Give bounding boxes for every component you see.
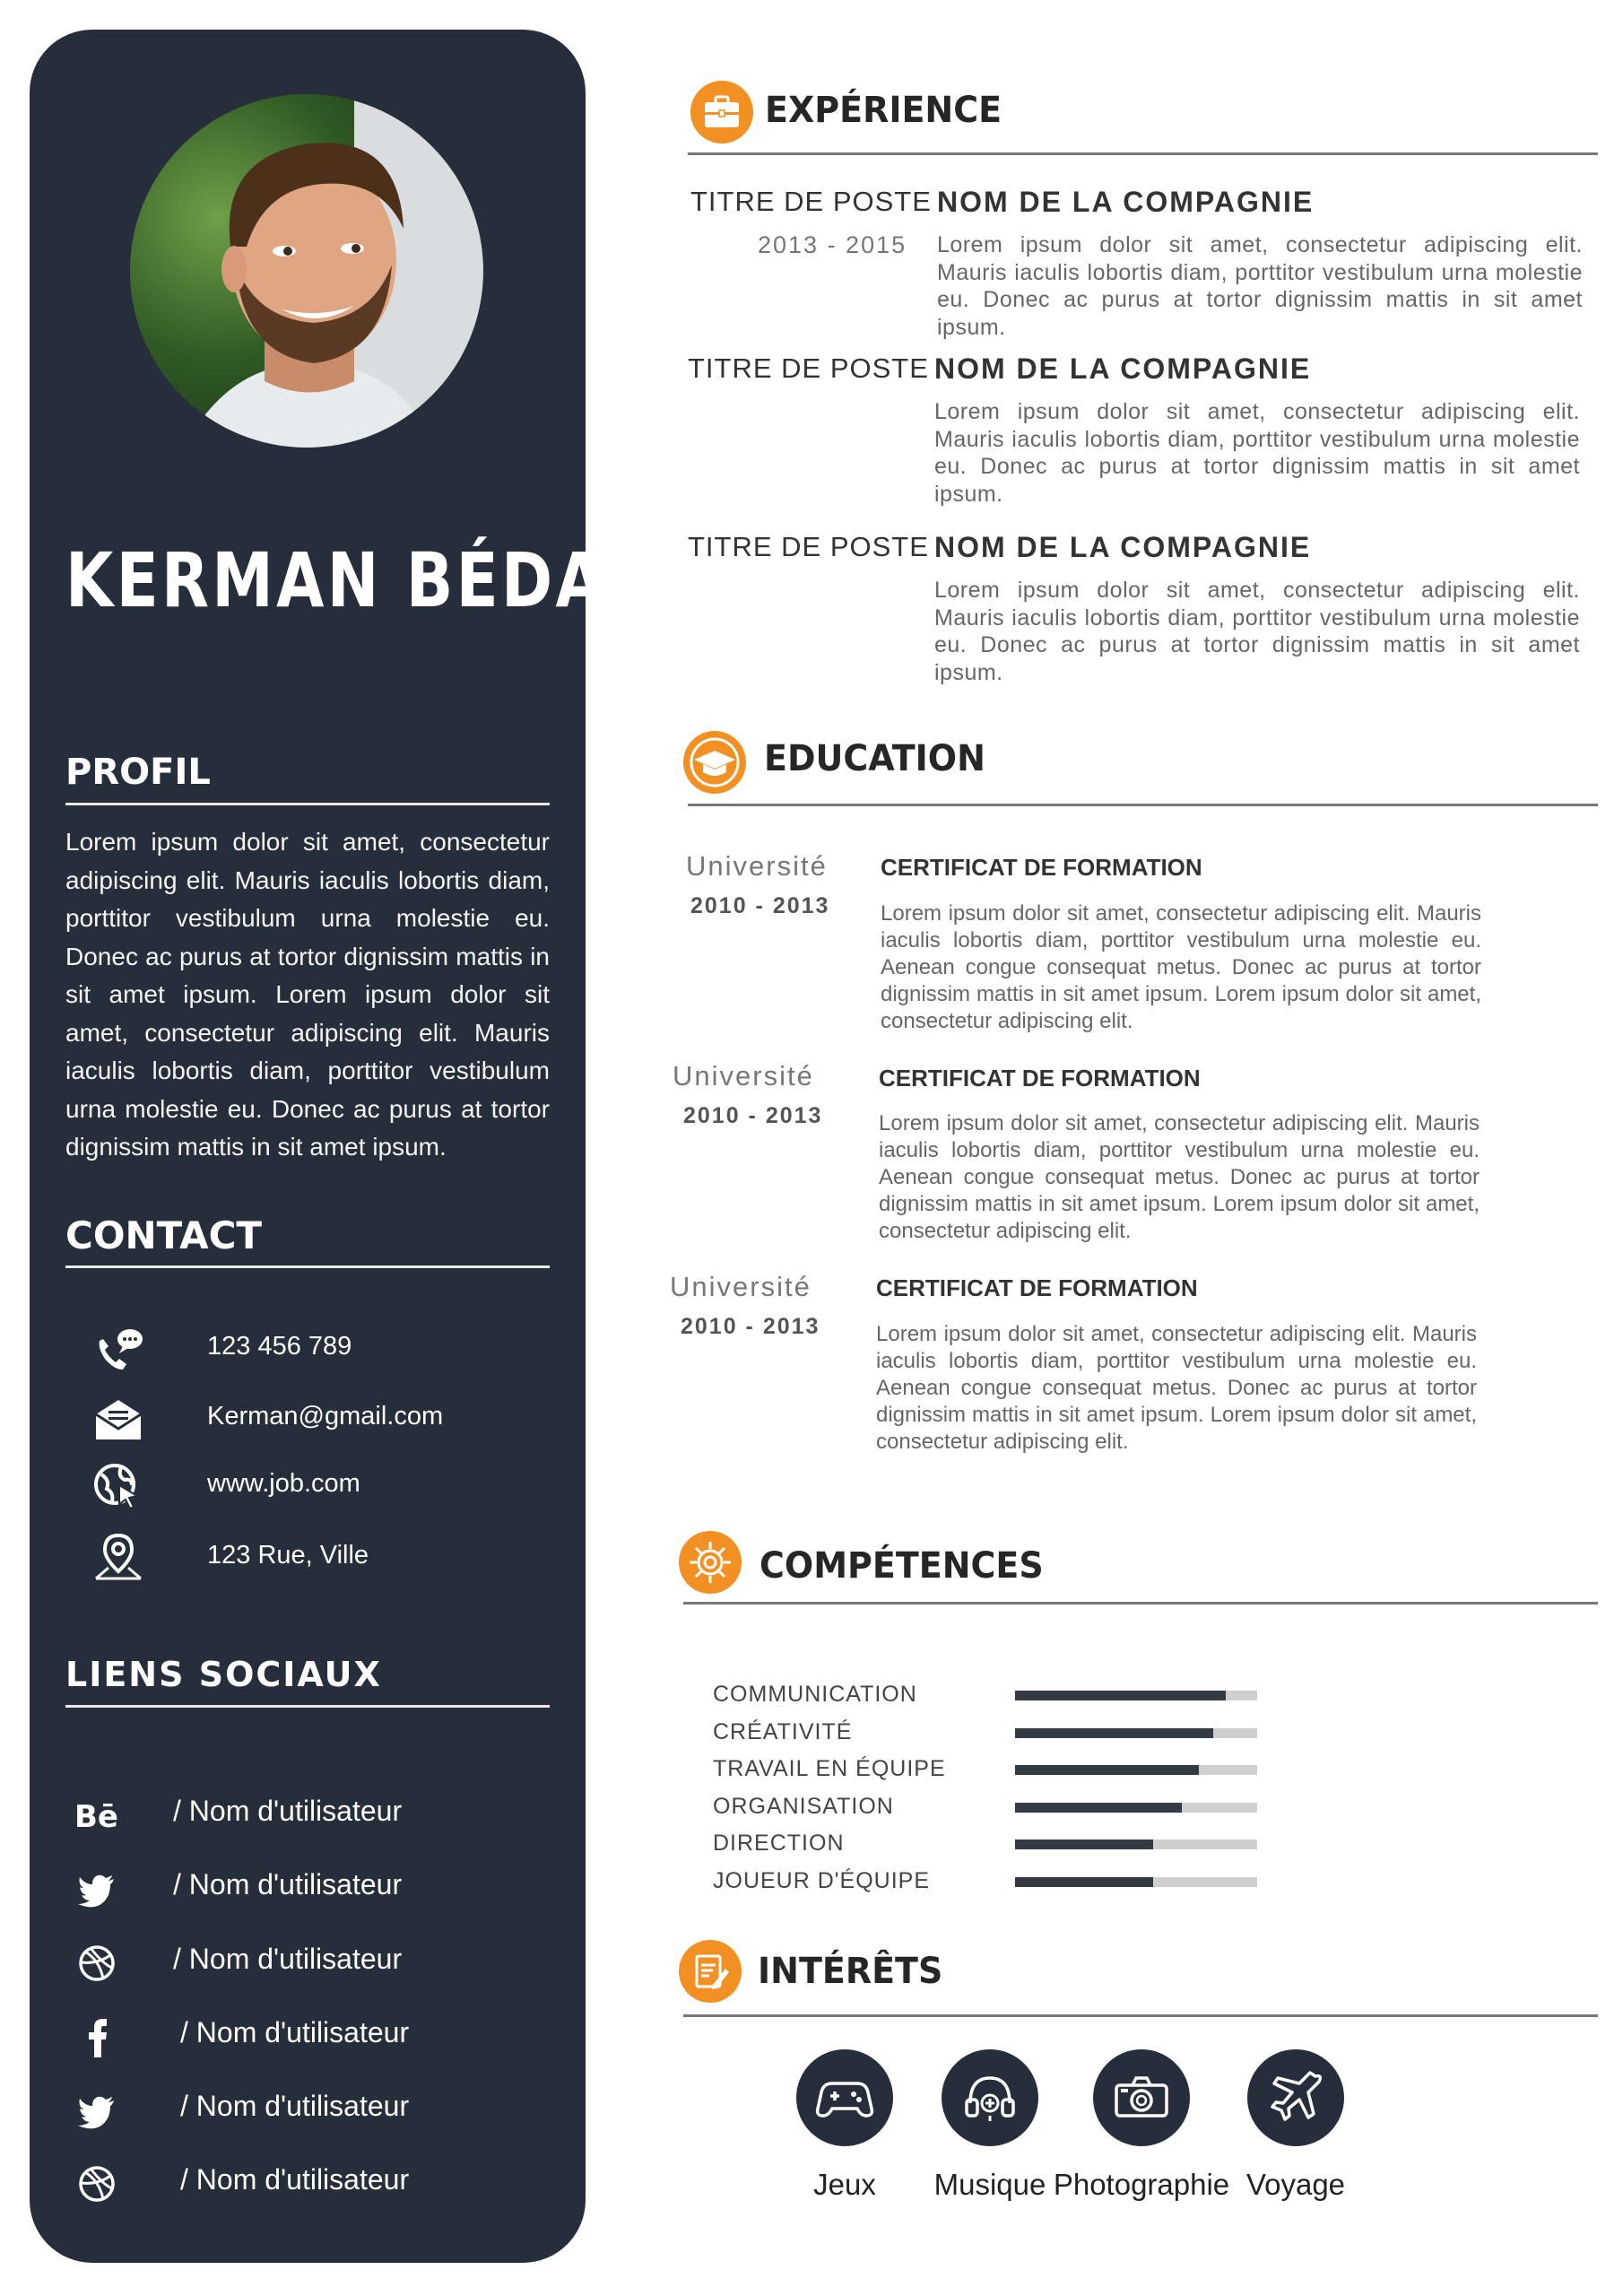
graduation-cap-icon — [683, 731, 746, 794]
edu-years: 2010 - 2013 — [690, 893, 830, 918]
notepad-pen-icon — [679, 1940, 742, 2003]
skill-bar-fill — [1015, 1839, 1153, 1849]
skill-bar-fill — [1015, 1691, 1226, 1700]
phone-chat-icon — [92, 1325, 144, 1373]
headphones-icon — [942, 2049, 1038, 2146]
job-description: Lorem ipsum dolor sit amet, consectetur adipiscing elit. Mauris iaculis lobortis diam, porttitor vestibulum urna molestie eu. Donec ac purus at tortor dignissim mattis in sit amet ipsum. — [934, 578, 1580, 685]
job-title: TITRE DE POSTE — [688, 531, 929, 562]
social-dribbble-2-text[interactable]: / Nom d'utilisateur — [180, 2163, 410, 2196]
interest-label: Voyage — [1245, 2168, 1346, 2201]
globe-cursor-icon — [92, 1462, 144, 1510]
skill-bar-fill — [1015, 1803, 1182, 1813]
job-description: Lorem ipsum dolor sit amet, consectetur adipiscing elit. Mauris iaculis lobortis diam, porttitor vestibulum urna molestie eu. Donec ac purus at tortor dignissim mattis in sit amet ipsum. — [934, 399, 1580, 507]
contact-heading: CONTACT — [65, 1213, 263, 1257]
social-dribbble-2[interactable] — [74, 2156, 559, 2210]
skill-label: JOUEUR D'ÉQUIPE — [713, 1867, 931, 1893]
contact-phone — [92, 1323, 559, 1377]
job-years: 2013 - 2015 — [758, 231, 907, 258]
dribbble-icon — [74, 2161, 119, 2206]
skill-label: DIRECTION — [713, 1831, 845, 1856]
social-facebook[interactable] — [74, 2009, 559, 2063]
education-divider — [688, 804, 1598, 806]
contact-website-text[interactable]: www.job.com — [207, 1469, 360, 1498]
airplane-icon — [1247, 2049, 1344, 2146]
skill-label: ORGANISATION — [713, 1793, 894, 1819]
experience-heading: EXPÉRIENCE — [765, 90, 1002, 131]
profile-photo — [130, 94, 483, 448]
edu-certificate: CERTIFICAT DE FORMATION — [879, 1065, 1201, 1091]
edu-years: 2010 - 2013 — [681, 1314, 820, 1339]
skill-label: TRAVAIL EN ÉQUIPE — [713, 1756, 946, 1781]
job-title: TITRE DE POSTE — [690, 186, 932, 217]
interest-label: Jeux — [813, 2168, 876, 2201]
camera-icon — [1093, 2049, 1190, 2146]
skill-bar-track — [1015, 1839, 1257, 1849]
interests-heading: INTÉRÊTS — [758, 1951, 943, 1992]
job-description: Lorem ipsum dolor sit amet, consectetur adipiscing elit. Mauris iaculis lobortis diam, porttitor vestibulum urna molestie eu. Donec ac purus at tortor dignissim mattis in sit amet ipsum. — [937, 232, 1583, 340]
interest-label: Musique — [933, 2168, 1046, 2201]
social-twitter-2[interactable] — [74, 2083, 559, 2136]
social-behance[interactable] — [74, 1787, 559, 1841]
twitter-icon — [74, 1866, 119, 1911]
job-title: TITRE DE POSTE — [688, 352, 929, 384]
twitter-icon — [74, 2088, 119, 2133]
job-company: NOM DE LA COMPAGNIE — [934, 531, 1312, 563]
edu-certificate: CERTIFICAT DE FORMATION — [876, 1274, 1198, 1301]
profil-divider — [65, 803, 550, 805]
edu-description: Lorem ipsum dolor sit amet, consectetur adipiscing elit. Mauris iaculis lobortis diam, porttitor vestibulum urna molestie eu. Aenean congue consequat metus. Donec ac purus at tortor dignissim mattis in sit amet ipsum. Lorem ipsum dolor sit amet, consectetur adipiscing elit. — [881, 901, 1481, 1033]
envelope-icon — [92, 1395, 144, 1443]
edu-description: Lorem ipsum dolor sit amet, consectetur adipiscing elit. Mauris iaculis lobortis diam, porttitor vestibulum urna molestie eu. Aenean congue consequat metus. Donec ac purus at tortor dignissim mattis in sit amet ipsum. Lorem ipsum dolor sit amet, consectetur adipiscing elit. — [876, 1322, 1477, 1454]
job-company: NOM DE LA COMPAGNIE — [934, 352, 1312, 385]
interest-label: Photographie — [1053, 2168, 1230, 2201]
job-company: NOM DE LA COMPAGNIE — [937, 186, 1315, 218]
facebook-icon — [74, 2014, 119, 2059]
social-twitter-text[interactable]: / Nom d'utilisateur — [173, 1868, 403, 1900]
person-name: KERMAN BÉDARD — [65, 536, 711, 624]
dribbble-icon — [74, 1941, 119, 1986]
skill-bar-fill — [1015, 1765, 1199, 1775]
contact-address — [92, 1532, 559, 1586]
contact-address-text: 123 Rue, Ville — [207, 1541, 369, 1570]
social-twitter-2-text[interactable]: / Nom d'utilisateur — [180, 2090, 410, 2122]
profil-heading: PROFIL — [65, 752, 211, 793]
contact-divider — [65, 1265, 550, 1268]
location-pin-icon — [92, 1534, 144, 1582]
edu-years: 2010 - 2013 — [683, 1103, 823, 1128]
social-heading: LIENS SOCIAUX — [65, 1655, 382, 1694]
edu-certificate: CERTIFICAT DE FORMATION — [881, 854, 1202, 881]
social-divider — [65, 1705, 550, 1708]
social-twitter[interactable] — [74, 1861, 559, 1915]
skill-label: COMMUNICATION — [713, 1682, 917, 1707]
skill-bar-fill — [1015, 1728, 1213, 1738]
skill-bar-track — [1015, 1765, 1257, 1775]
contact-email[interactable] — [92, 1393, 559, 1447]
social-facebook-text[interactable]: / Nom d'utilisateur — [180, 2016, 410, 2048]
edu-school: Université — [670, 1271, 812, 1302]
interests-divider — [683, 2014, 1598, 2017]
contact-website[interactable] — [92, 1460, 559, 1514]
contact-phone-text: 123 456 789 — [207, 1332, 352, 1361]
gamepad-icon — [796, 2049, 893, 2146]
svg-text:Bē: Bē — [74, 1799, 118, 1835]
skill-bar-track — [1015, 1728, 1257, 1738]
edu-description: Lorem ipsum dolor sit amet, consectetur adipiscing elit. Mauris iaculis lobortis diam, porttitor vestibulum urna molestie eu. Aenean congue consequat metus. Donec ac purus at tortor dignissim mattis in sit amet ipsum. Lorem ipsum dolor sit amet, consectetur adipiscing elit. — [879, 1111, 1480, 1243]
education-heading: EDUCATION — [764, 738, 985, 779]
skills-divider — [683, 1602, 1598, 1605]
edu-school: Université — [686, 850, 828, 882]
profil-text: Lorem ipsum dolor sit amet, consectetur adipiscing elit. Mauris iaculis lobortis diam, porttitor vestibulum urna molestie eu. Donec ac purus at tortor dignissim mattis in sit amet ipsum. Lorem ipsum dolor sit amet, consectetur adipiscing elit. Mauris iaculis lobortis diam, porttitor vestibulum urna molestie eu. Donec ac purus at tortor dignissim mattis in sit amet ipsum. — [65, 828, 550, 1161]
social-behance-text[interactable]: / Nom d'utilisateur — [173, 1795, 403, 1827]
briefcase-icon — [690, 81, 753, 144]
skill-bar-track — [1015, 1803, 1257, 1813]
skill-bar-track — [1015, 1877, 1257, 1887]
skill-bar-track — [1015, 1691, 1257, 1700]
experience-divider — [688, 152, 1598, 155]
gear-icon — [679, 1531, 742, 1594]
behance-icon — [74, 1793, 119, 1838]
skill-label: CRÉATIVITÉ — [713, 1718, 853, 1744]
contact-email-text[interactable]: Kerman@gmail.com — [207, 1402, 444, 1431]
edu-school: Université — [673, 1060, 814, 1091]
skill-bar-fill — [1015, 1877, 1153, 1887]
social-dribbble-text[interactable]: / Nom d'utilisateur — [173, 1943, 403, 1975]
social-dribbble[interactable] — [74, 1935, 559, 1989]
sidebar — [30, 30, 711, 2263]
skills-heading: COMPÉTENCES — [759, 1545, 1044, 1587]
